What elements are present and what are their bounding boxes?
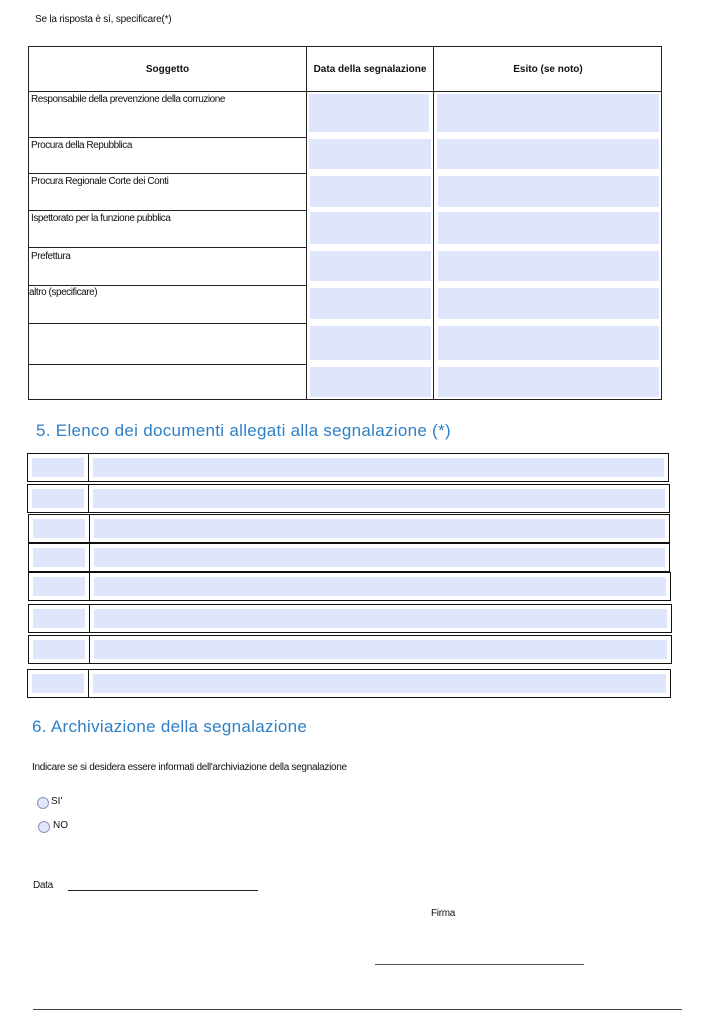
attachment-row xyxy=(28,604,672,633)
attachment-row xyxy=(27,669,671,698)
row-divider xyxy=(29,173,306,174)
date-field-altro[interactable] xyxy=(310,288,431,319)
attachment-row xyxy=(28,572,671,601)
attachment-description-field[interactable] xyxy=(93,458,664,477)
date-field-ispettorato[interactable] xyxy=(310,212,431,244)
radio-yes[interactable] xyxy=(37,797,49,809)
date-field-extra-2[interactable] xyxy=(310,367,431,397)
date-field-rpc[interactable] xyxy=(309,94,429,132)
attachment-row xyxy=(27,484,670,513)
header-subject: Soggetto xyxy=(145,63,190,75)
attachment-number-field[interactable] xyxy=(32,674,84,693)
date-field-corte-conti[interactable] xyxy=(310,176,431,207)
conditional-instruction: Se la risposta è sì, specificare(*) xyxy=(35,14,172,25)
header-outcome: Esito (se noto) xyxy=(513,63,583,75)
outcome-field-procura-repubblica[interactable] xyxy=(437,139,659,169)
row-label-procura-repubblica: Procura della Repubblica xyxy=(31,140,132,151)
row-divider xyxy=(29,285,306,286)
attachment-number-field[interactable] xyxy=(33,609,85,628)
outcome-field-extra-2[interactable] xyxy=(438,367,659,397)
column-divider xyxy=(433,47,434,399)
row-label-altro: altro (specificare) xyxy=(29,287,98,298)
attachment-row xyxy=(28,635,672,664)
attachment-number-field[interactable] xyxy=(33,640,85,659)
attachment-number-field[interactable] xyxy=(33,548,85,567)
date-field-prefettura[interactable] xyxy=(310,251,431,281)
radio-no-label: NO xyxy=(53,820,68,831)
row-divider xyxy=(29,364,306,365)
section-5-title: 5. Elenco dei documenti allegati alla segnalazione (*) xyxy=(36,421,452,440)
signature-line[interactable] xyxy=(375,964,584,965)
row-label-ispettorato: Ispettorato per la funzione pubblica xyxy=(31,213,171,224)
attachment-description-field[interactable] xyxy=(94,640,667,659)
row-label-corte-conti: Procura Regionale Corte dei Conti xyxy=(31,176,169,187)
signature-label: Firma xyxy=(431,908,456,919)
attachment-description-field[interactable] xyxy=(93,674,666,693)
attachment-row xyxy=(28,543,670,572)
outcome-field-corte-conti[interactable] xyxy=(438,176,659,207)
column-divider xyxy=(306,47,307,399)
row-label-rpc: Responsabile della prevenzione della corruzione xyxy=(31,94,225,105)
header-divider xyxy=(29,91,661,92)
row-divider xyxy=(29,247,306,248)
date-line[interactable] xyxy=(68,890,258,891)
attachment-row xyxy=(28,514,670,543)
row-divider xyxy=(29,210,306,211)
date-label: Data xyxy=(33,880,53,891)
attachment-description-field[interactable] xyxy=(94,548,665,567)
attachment-description-field[interactable] xyxy=(93,489,665,508)
attachment-number-field[interactable] xyxy=(33,519,85,538)
row-divider xyxy=(29,137,306,138)
attachment-description-field[interactable] xyxy=(94,609,667,628)
attachment-description-field[interactable] xyxy=(94,519,665,538)
radio-no[interactable] xyxy=(38,821,50,833)
header-report-date: Data della segnalazione xyxy=(313,63,427,75)
attachment-number-field[interactable] xyxy=(33,577,85,596)
date-field-procura-repubblica[interactable] xyxy=(309,139,431,169)
footer-rule xyxy=(33,1009,682,1010)
outcome-field-rpc[interactable] xyxy=(437,94,659,132)
reports-table xyxy=(28,46,662,400)
outcome-field-prefettura[interactable] xyxy=(438,251,659,281)
attachment-description-field[interactable] xyxy=(94,577,666,596)
row-divider xyxy=(29,323,306,324)
date-field-extra-1[interactable] xyxy=(310,326,431,360)
attachment-row xyxy=(27,453,669,482)
attachment-number-field[interactable] xyxy=(32,458,84,477)
attachment-number-field[interactable] xyxy=(32,489,84,508)
radio-yes-label: SI' xyxy=(51,796,63,807)
row-label-prefettura: Prefettura xyxy=(31,251,71,262)
archiving-question: Indicare se si desidera essere informati dell'archiviazione della segnalazione xyxy=(32,762,347,773)
section-6-title: 6. Archiviazione della segnalazione xyxy=(32,717,308,736)
outcome-field-extra-1[interactable] xyxy=(438,326,659,360)
outcome-field-altro[interactable] xyxy=(438,288,659,319)
outcome-field-ispettorato[interactable] xyxy=(438,212,659,244)
